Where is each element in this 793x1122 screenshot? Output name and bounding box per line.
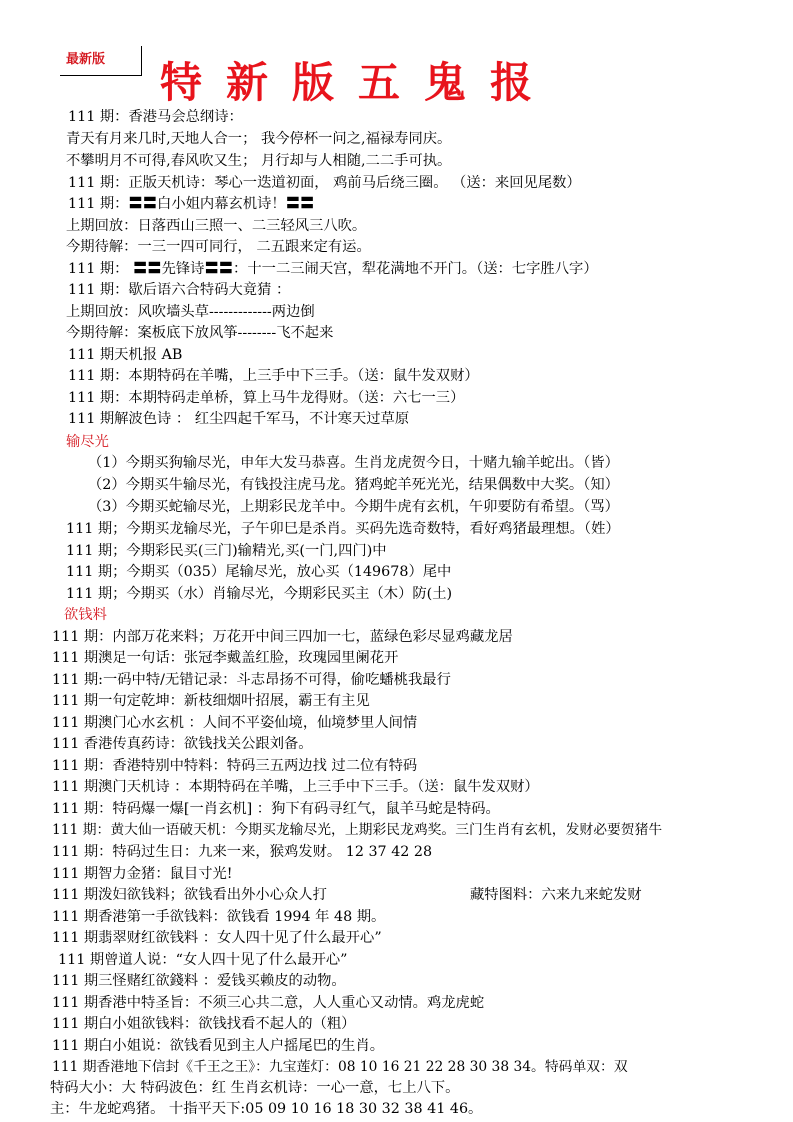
text-line: 111 期：内部万花来料；万花开中间三四加一七，蓝绿色彩尽显鸡藏龙居 — [52, 628, 513, 645]
text-line: 111 期天机报 AB — [68, 346, 183, 363]
section-heading: 输尽光 — [66, 433, 109, 450]
text-line: 111 期：特码爆一爆[一肖玄机] ：狗下有码寻红气，鼠羊马蛇是特码。 — [52, 800, 500, 817]
text-line: 111 期；今期买龙输尽光，子午卯巳是杀肖。买码先选奇数特，看好鸡猪最理想。（姓） — [66, 521, 620, 538]
text-line: 111 期：黄大仙一语破天机：今期买龙输尽光，上期彩民龙鸡奖。三门生肖有玄机，发财必要贺猪牛 — [52, 822, 663, 839]
text-line: 111 期白小姐欲钱料：欲钱找看不起人的（粗） — [52, 1016, 356, 1033]
text-line: 111 期泼妇欲钱料；欲钱看出外小心众人打 — [52, 887, 327, 904]
text-line: 今期待解：一三一四可同行， 二五跟来定有运。 — [66, 239, 371, 256]
page-title: 特新版五鬼报 — [160, 58, 557, 107]
text-line: 111 期：本期特码在羊嘴，上三手中下三手。（送：鼠牛发双财） — [68, 368, 479, 385]
text-line: 上期回放：日落西山三照一、二三轻风三八吹。 — [66, 217, 367, 234]
text-line: 不攀明月不可得,春风吹又生； 月行却与人相随,二二手可执。 — [66, 153, 452, 170]
text-line: 111 香港传真药诗：欲钱找关公跟刘备。 — [52, 736, 313, 753]
text-line: 111 期：本期特码走单桥，算上马牛龙得财。（送：六七一三） — [68, 389, 465, 406]
text-line: 今期待解：案板底下放风筝--------飞不起来 — [66, 325, 334, 342]
side-note: 藏特图料：六来九来蛇发财 — [470, 887, 642, 904]
text-line: 111 期：正版天机诗：琴心一迭道初面， 鸡前马后绕三圈。 （送：来回见尾数） — [68, 174, 581, 191]
section-heading: 欲钱料 — [64, 607, 107, 624]
text-line: 111 期：歇后语六合特码大竟猜 ： — [68, 282, 291, 299]
text-line: 111 期澳门天机诗 ：本期特码在羊嘴，上三手中下三手。（送：鼠牛发双财） — [52, 779, 539, 796]
text-line: 111 期；今期买（水）肖输尽光，今期彩民买主（木）防(土) — [66, 585, 453, 602]
text-line: 111 期解波色诗 ： 红尘四起千军马，不计寒天过草原 — [68, 411, 410, 428]
text-line: 111 期： 〓〓先锋诗〓〓：十一二三闹天宫，犁花满地不开门。（送：七字胜八字） — [68, 260, 598, 277]
text-line: 主：牛龙蛇鸡猪。 十指平天下:05 09 10 16 18 30 32 38 41 46。 — [50, 1101, 483, 1118]
text-line: 上期回放：风吹墙头草-------------两边倒 — [66, 303, 315, 320]
text-line: 111 期香港第一手欲钱料：欲钱看 1994 年 48 期。 — [52, 908, 386, 925]
text-line: 111 期香港中特圣旨：不须三心共二意，人人重心又动情。鸡龙虎蛇 — [52, 994, 485, 1011]
text-line: 111 期；今期买（035）尾输尽光，放心买（149678）尾中 — [66, 564, 452, 581]
text-line: 111 期香港地下信封《千王之王》：九宝莲灯：08 10 16 21 22 28 30 38 34。特码单双：双 — [52, 1059, 628, 1076]
text-line: 111 期一句定乾坤：新枝细烟叶招展，霸王有主见 — [52, 693, 370, 710]
text-line: 111 期曾道人说：“女人四十见了什么最开心” — [58, 951, 348, 968]
text-line: 111 期：香港特别中特料：特码三五两边找 过二位有特码 — [52, 757, 418, 774]
text-line: 111 期翡翠财红欲钱料 ：女人四十见了什么最开心” — [52, 930, 382, 947]
text-line: （1）今期买狗输尽光，申年大发马恭喜。生肖龙虎贺今日，十赌九输羊蛇出。（皆） — [88, 455, 619, 472]
text-line: 特码大小：大 特码波色：红 生肖玄机诗：一心一意，七上八下。 — [50, 1079, 460, 1096]
text-line: 111 期澳足一句话：张冠李戴盖红脸，玫瑰园里阑花开 — [52, 650, 399, 667]
text-line: 111 期：〓〓白小姐内幕玄机诗！〓〓 — [68, 196, 315, 213]
text-line: （3）今期买蛇输尽光，上期彩民龙羊中。今期牛虎有玄机，午卯要防有希望。（骂） — [88, 498, 619, 515]
text-line: 111 期；今期彩民买(三门)输精光,买(一门,四门)中 — [66, 542, 387, 559]
text-line: 111 期智力金猪：鼠目寸光! — [52, 865, 233, 882]
text-line: （2）今期买牛输尽光，有钱投注虎马龙。猪鸡蛇羊死光光，结果偶数中大奖。（知） — [88, 476, 619, 493]
text-line: 111 期澳门心水玄机 ：人间不平姿仙境，仙境梦里人间情 — [52, 714, 418, 731]
text-line: 青天有月来几时,天地人合一； 我今停杯一问之,福禄寿同庆。 — [66, 130, 452, 147]
text-line: 111 期:一码中特/无错记录：斗志昂扬不可得，偷吃蟠桃我最行 — [52, 671, 451, 688]
text-line: 111 期：特码过生日：九来一来，猴鸡发财。 12 37 42 28 — [52, 843, 433, 860]
edition-tag: 最新版 — [66, 52, 106, 67]
text-line: 111 期三怪赌红欲錢料 ：爱钱买赖皮的动物。 — [52, 973, 346, 990]
text-line: 111 期白小姐说：欲钱看见到主人户摇尾巴的生肖。 — [52, 1037, 385, 1054]
text-line: 111 期：香港马会总纲诗： — [68, 109, 243, 125]
